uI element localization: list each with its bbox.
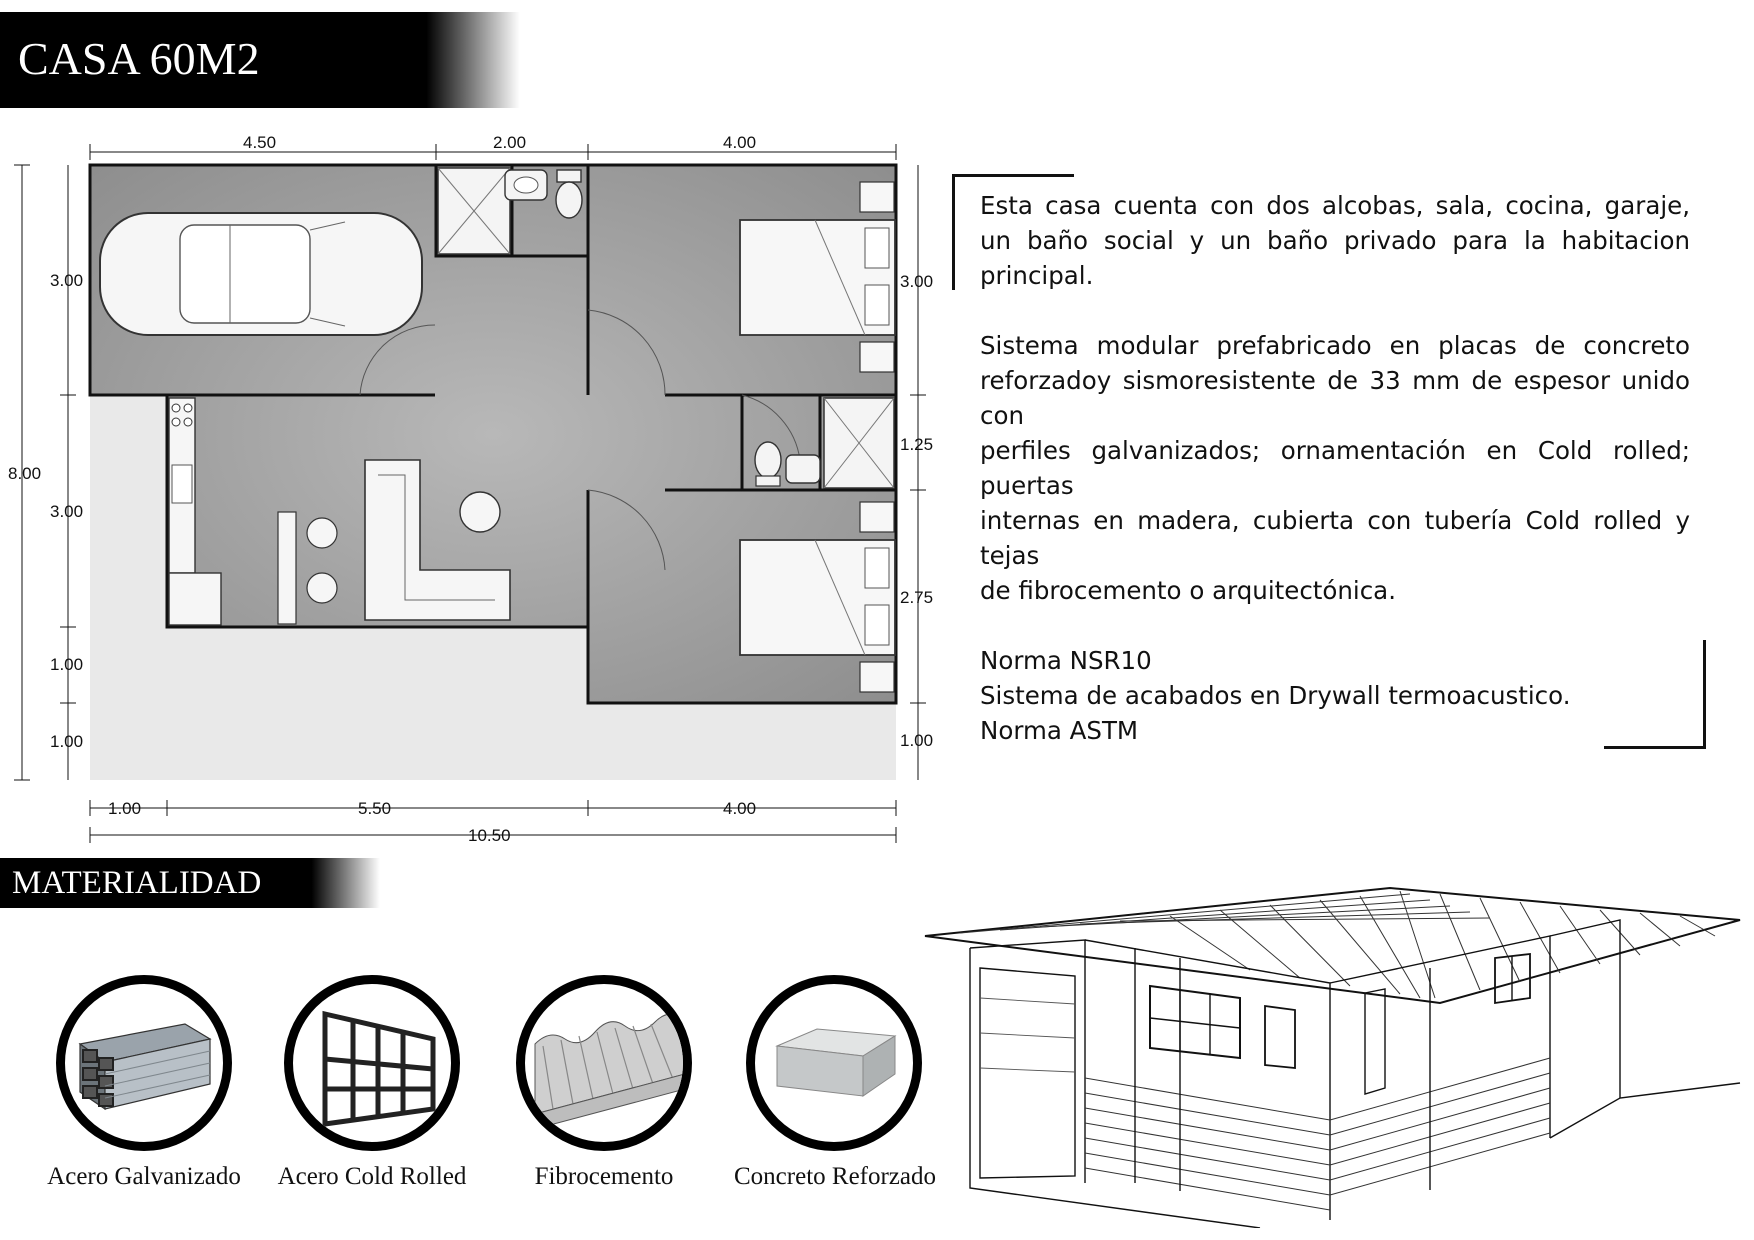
floor-plan xyxy=(0,130,940,850)
dim-right-4: 1.00 xyxy=(900,731,934,750)
material-item xyxy=(504,975,704,1191)
dim-bottom-3: 4.00 xyxy=(723,799,757,818)
description-para-2-line-4: de fibrocemento o arquitectónica. xyxy=(980,576,1396,605)
description-para-2-line-3: internas en madera, cubierta con tubería Cold rolled y tejas xyxy=(980,506,1690,570)
dim-right-3: 2.75 xyxy=(900,588,934,607)
title-bar xyxy=(0,12,520,108)
dim-bottom-2: 5.50 xyxy=(358,799,392,818)
house-isometric-sketch xyxy=(920,858,1750,1228)
dim-top-1: 4.50 xyxy=(243,133,277,152)
shower-icon xyxy=(438,168,510,254)
car-icon xyxy=(100,213,422,335)
material-label-acero-galvanizado: Acero Galvanizado xyxy=(47,1163,241,1190)
dim-left-total: 8.00 xyxy=(8,464,42,483)
description-para-2-line-1: Sistema modular prefabricado en placas de concreto reforzadoy sismoresistente de 33 mm de espesor unido con xyxy=(980,331,1690,430)
material-label-acero-cold-rolled: Acero Cold Rolled xyxy=(277,1163,467,1190)
dim-left-1: 3.00 xyxy=(50,271,84,290)
material-item xyxy=(734,975,937,1191)
window-frame-icon xyxy=(284,975,460,1151)
dim-top-3: 4.00 xyxy=(723,133,757,152)
description-para-1: Esta casa cuenta con dos alcobas, sala, cocina, garaje, un baño social y un baño privado para la habitacion principal. xyxy=(980,191,1690,290)
material-item xyxy=(44,975,244,1191)
dim-left-3: 1.00 xyxy=(50,655,84,674)
description-norm-3: Norma ASTM xyxy=(980,716,1139,745)
dim-left-4: 1.00 xyxy=(50,732,84,751)
dim-right-1: 3.00 xyxy=(900,272,934,291)
materialidad-bar xyxy=(0,858,380,908)
dim-top-2: 2.00 xyxy=(493,133,527,152)
dim-right-2: 1.25 xyxy=(900,435,934,454)
corrugated-sheet-icon xyxy=(516,975,692,1151)
dim-left-2: 3.00 xyxy=(50,502,84,521)
steel-profiles-icon xyxy=(56,975,232,1151)
dim-bottom-1: 1.00 xyxy=(108,799,142,818)
dim-bottom-total: 10.50 xyxy=(468,826,511,845)
frame-corner-top xyxy=(952,174,1074,177)
frame-corner-left xyxy=(952,174,955,290)
material-item xyxy=(272,975,472,1191)
frame-corner-right xyxy=(1703,640,1706,749)
material-label-fibrocemento: Fibrocemento xyxy=(534,1163,674,1190)
materialidad-title: MATERIALIDAD xyxy=(12,865,262,901)
description xyxy=(980,188,1690,748)
description-norm-2: Sistema de acabados en Drywall termoacustico. xyxy=(980,681,1571,710)
material-label-concreto-reforzado: Concreto Reforzado xyxy=(734,1163,937,1190)
description-para-2-line-2: perfiles galvanizados; ornamentación en Cold rolled; puertas xyxy=(980,436,1690,500)
page-title: CASA 60M2 xyxy=(18,33,260,84)
description-norm-1: Norma NSR10 xyxy=(980,646,1152,675)
concrete-block-icon xyxy=(746,975,922,1151)
